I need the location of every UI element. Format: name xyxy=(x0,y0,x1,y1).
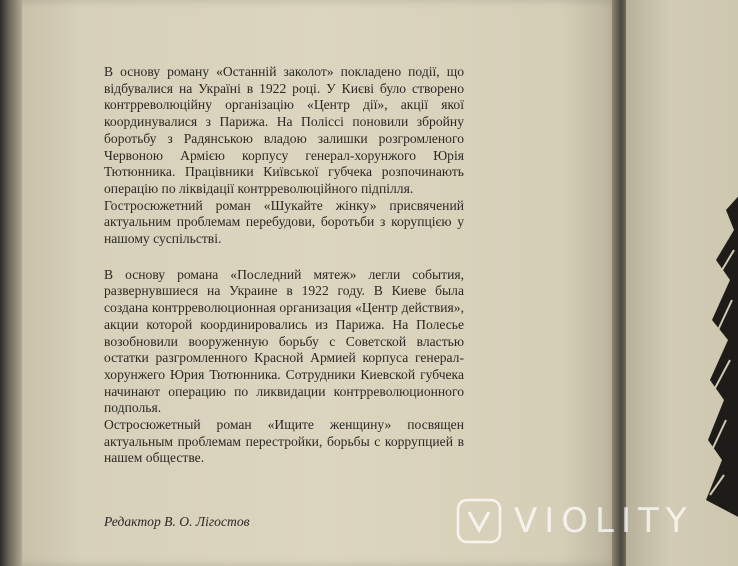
annotation-text xyxy=(104,64,464,467)
russian-paragraph-2: Остросюжетный роман «Ищите женщину» посвящен актуальным проблемам перестройки, борьбы с коррупцией в нашем обществе. xyxy=(104,417,464,466)
russian-paragraph-1: В основу романа «Последний мятеж» легли события, развернувшиеся на Украине в 1922 году. В Киеве была создана контрреволюционная организация «Центр действия», акции которой координировались из Парижа. На Полесье возобновили вооруженную борьбу с Советской властью остатки разгромленного Красной Армией корпуса генерал-хорунжего Юрия Тютюнника. Сотрудники Киевской губчека начинают операцию по ликвидации контрреволюционного подполья. xyxy=(104,266,464,416)
ukrainian-paragraph-1: В основу роману «Останній заколот» покладено події, що відбувалися на Україні в 1922 році. У Києві було створено контрреволюційну організацію «Центр дії», акції якої координувалися з Парижа. На Поліссі поновили збройну боротьбу з Радянською владою залишки розгромленого Червоною Армією корпусу генерал-хорунжого Юрія Тютюнника. Працівники Київської губчека розпочинають операцію по ліквідації контрреволюційного підпілля. xyxy=(104,64,464,196)
ukrainian-paragraph-2: Гостросюжетний роман «Шукайте жінку» присвячений актуальним проблемам перебудови, боротьби з корупцією у нашому суспільстві. xyxy=(104,197,464,247)
left-page-edge xyxy=(0,0,24,566)
editor-credit: Редактор В. О. Лігостов xyxy=(104,514,250,529)
watermark-text: VIOLITY xyxy=(514,501,694,541)
engraving-illustration xyxy=(704,190,738,520)
violity-watermark xyxy=(456,494,694,548)
violity-logo-icon xyxy=(456,498,502,544)
facing-page xyxy=(626,0,738,566)
